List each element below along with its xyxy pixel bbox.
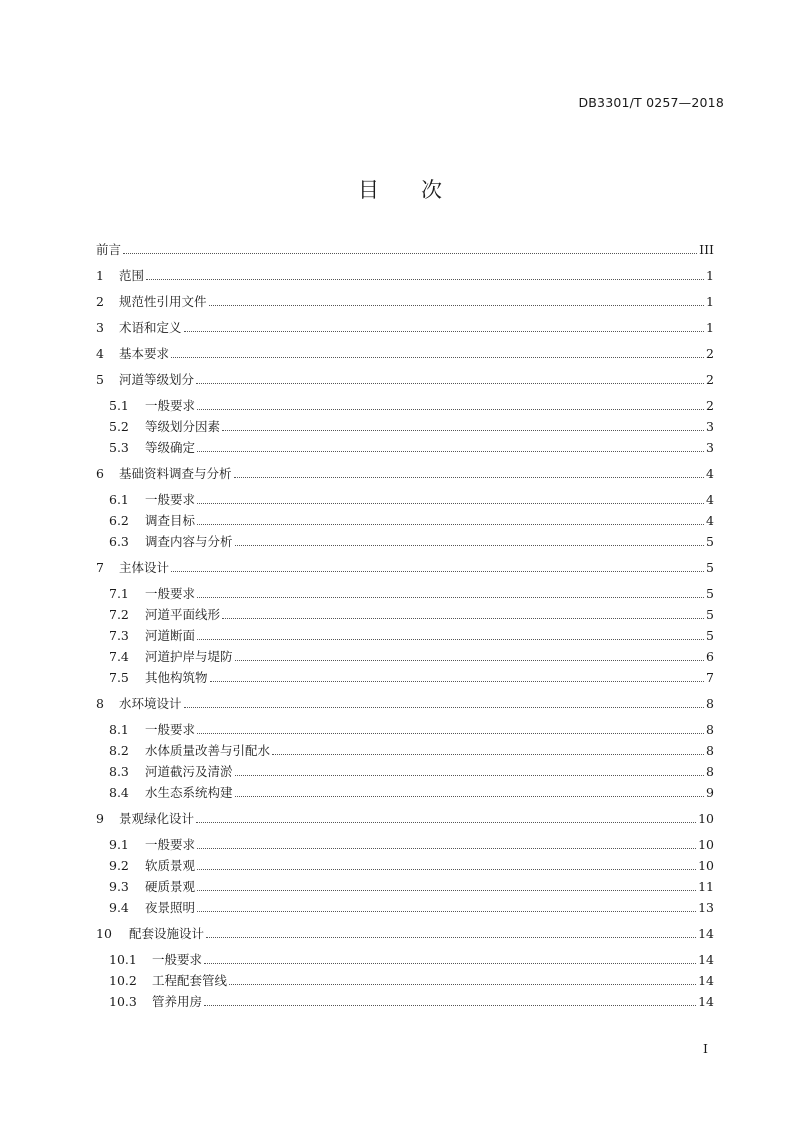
toc-entry-number: 6.2 [109,513,129,528]
toc-entry-label: 水环境设计 [119,696,182,711]
toc-entry-label: 河道平面线形 [145,607,221,622]
toc-entry-number: 6.3 [109,534,129,549]
document-code: DB3301/T 0257—2018 [578,95,724,110]
toc-entry-page: 6 [706,649,714,664]
toc-entry[interactable] [96,969,714,989]
toc-entry-page: 14 [698,952,714,967]
toc-entry-page: 14 [698,994,714,1009]
toc-dot-leader [204,1004,696,1006]
toc-entry[interactable] [96,530,714,550]
toc-title-char-2: 次 [421,178,442,202]
toc-dot-leader [197,638,704,640]
toc-entry-label: 河道截污及清淤 [145,764,233,779]
toc-entry-label: 调查内容与分析 [145,534,233,549]
toc-entry-label: 等级确定 [145,440,196,455]
toc-dot-leader [171,570,704,572]
toc-entry-label: 一般要求 [145,586,196,601]
toc-entry-number: 10 [96,926,112,941]
toc-entry[interactable] [96,582,714,602]
toc-dot-leader [210,680,705,682]
toc-entry-label: 水生态系统构建 [145,785,233,800]
toc-entry[interactable] [96,807,714,827]
toc-entry-label: 等级划分因素 [145,419,221,434]
toc-entry[interactable] [96,922,714,942]
toc-entry[interactable] [96,739,714,759]
toc-entry-label: 景观绿化设计 [119,811,195,826]
toc-dot-leader [197,523,704,525]
toc-entry-label: 河道断面 [145,628,196,643]
toc-entry[interactable] [96,342,714,362]
toc-dot-leader [146,278,704,280]
toc-entry-number: 7.1 [109,586,129,601]
toc-entry-page: 2 [706,398,714,413]
toc-entry-number: 7.3 [109,628,129,643]
toc-entry-number: 9.1 [109,837,129,852]
toc-dot-leader [209,304,705,306]
toc-entry-label: 硬质景观 [145,879,196,894]
toc-dot-leader [197,910,696,912]
toc-entry[interactable] [96,760,714,780]
toc-dot-leader [272,753,704,755]
toc-entry-number: 8.2 [109,743,129,758]
toc-entry[interactable] [96,415,714,435]
toc-dot-leader [197,889,696,891]
toc-entry-page: 7 [706,670,714,685]
toc-entry-label: 一般要求 [145,492,196,507]
toc-entry-label: 一般要求 [152,952,203,967]
toc-entry-page: 10 [698,837,714,852]
toc-entry-page: 13 [698,900,714,915]
toc-entry-number: 7.2 [109,607,129,622]
toc-entry[interactable] [96,948,714,968]
toc-entry-number: 6.1 [109,492,129,507]
toc-entry-label: 其他构筑物 [145,670,208,685]
toc-entry[interactable] [96,896,714,916]
toc-entry-page: 5 [706,607,714,622]
toc-entry[interactable] [96,556,714,576]
toc-entry-page: 5 [706,628,714,643]
toc-entry-page: 10 [698,811,714,826]
toc-entry-number: 1 [96,268,104,283]
toc-dot-leader [197,596,704,598]
toc-dot-leader [235,795,705,797]
toc-entry-page: III [699,242,714,257]
toc-entry-page: 4 [706,513,714,528]
toc-entry[interactable] [96,781,714,801]
toc-entry-page: 4 [706,492,714,507]
toc-dot-leader [235,774,705,776]
toc-dot-leader [197,408,704,410]
toc-entry-page: 1 [706,294,714,309]
toc-entry[interactable] [96,990,714,1010]
toc-dot-leader [197,450,704,452]
toc-entry-number: 5.2 [109,419,129,434]
toc-entry-number: 10.3 [109,994,137,1009]
toc-entry-label: 一般要求 [145,837,196,852]
toc-title [0,174,800,204]
toc-dot-leader [229,983,696,985]
toc-entry[interactable] [96,875,714,895]
toc-entry[interactable] [96,462,714,482]
toc-dot-leader [222,429,704,431]
toc-entry[interactable] [96,666,714,686]
toc-entry[interactable] [96,238,714,258]
toc-dot-leader [222,617,704,619]
toc-entry-page: 4 [706,466,714,481]
toc-dot-leader [197,502,704,504]
toc-entry-page: 5 [706,560,714,575]
toc-entry[interactable] [96,624,714,644]
toc-entry-number: 2 [96,294,104,309]
toc-entry-label: 基本要求 [119,346,170,361]
toc-dot-leader [171,356,704,358]
toc-entry-number: 8.3 [109,764,129,779]
toc-dot-leader [206,936,696,938]
toc-entry-page: 10 [698,858,714,873]
toc-entry[interactable] [96,603,714,623]
toc-entry-page: 3 [706,419,714,434]
toc-entry[interactable] [96,436,714,456]
toc-entry-label: 水体质量改善与引配水 [145,743,271,758]
toc-dot-leader [197,868,696,870]
toc-entry-page: 11 [698,879,714,894]
toc-entry-page: 9 [706,785,714,800]
toc-entry-number: 5 [96,372,104,387]
toc-entry-number: 3 [96,320,104,335]
toc-dot-leader [196,821,696,823]
toc-entry[interactable] [96,645,714,665]
toc-entry-number: 8.4 [109,785,129,800]
toc-dot-leader [196,382,704,384]
toc-entry-number: 9.4 [109,900,129,915]
toc-entry-label: 管养用房 [152,994,203,1009]
toc-entry-number: 9.2 [109,858,129,873]
toc-entry-label: 夜景照明 [145,900,196,915]
toc-entry[interactable] [96,316,714,336]
toc-entry-number: 4 [96,346,104,361]
toc-dot-leader [197,847,696,849]
toc-entry-number: 7.4 [109,649,129,664]
toc-entry-label: 范围 [119,268,145,283]
footer-page-number: I [703,1041,708,1056]
toc-entry-label: 调查目标 [145,513,196,528]
toc-entry-label: 河道护岸与堤防 [145,649,233,664]
toc-entry-label: 一般要求 [145,722,196,737]
toc-entry[interactable] [96,509,714,529]
toc-entry[interactable] [96,833,714,853]
toc-entry[interactable] [96,718,714,738]
toc-entry-number: 9.3 [109,879,129,894]
toc-dot-leader [234,476,705,478]
toc-entry-label: 主体设计 [119,560,170,575]
toc-entry-page: 14 [698,926,714,941]
toc-dot-leader [123,252,697,254]
toc-entry-page: 8 [706,722,714,737]
toc-entry[interactable] [96,290,714,310]
toc-entry[interactable] [96,368,714,388]
toc-entry-number: 8 [96,696,104,711]
toc-entry-page: 1 [706,268,714,283]
toc-title-char-1: 目 [358,178,379,202]
toc-entry[interactable] [96,692,714,712]
toc-dot-leader [204,962,696,964]
toc-entry-number: 6 [96,466,104,481]
toc-entry-label: 术语和定义 [119,320,182,335]
toc-entry-page: 2 [706,346,714,361]
toc-entry-page: 3 [706,440,714,455]
toc-entry-label: 前言 [96,242,122,257]
toc-entry-page: 14 [698,973,714,988]
toc-entry-page: 5 [706,534,714,549]
toc-entry-label: 基础资料调查与分析 [119,466,232,481]
toc-entry-page: 8 [706,764,714,779]
toc-entry-page: 2 [706,372,714,387]
toc-entry-number: 8.1 [109,722,129,737]
toc-entry-number: 7.5 [109,670,129,685]
toc-dot-leader [235,659,705,661]
toc-entry-number: 7 [96,560,104,575]
toc-entry-number: 10.2 [109,973,137,988]
toc-entry-number: 10.1 [109,952,137,967]
toc-entry-page: 5 [706,586,714,601]
toc-entry-label: 软质景观 [145,858,196,873]
toc-entry-page: 1 [706,320,714,335]
toc-entry-page: 8 [706,696,714,711]
toc-entry-page: 8 [706,743,714,758]
toc-dot-leader [184,330,705,332]
toc-dot-leader [235,544,705,546]
toc-entry-number: 5.1 [109,398,129,413]
toc-entry-label: 配套设施设计 [129,926,205,941]
toc-entry-label: 河道等级划分 [119,372,195,387]
toc-entry-label: 规范性引用文件 [119,294,207,309]
toc-entry-number: 5.3 [109,440,129,455]
toc-entry[interactable] [96,264,714,284]
toc-entry-label: 一般要求 [145,398,196,413]
toc-entry[interactable] [96,394,714,414]
toc-entry-label: 工程配套管线 [152,973,228,988]
toc-entry-number: 9 [96,811,104,826]
toc-entry[interactable] [96,854,714,874]
toc-dot-leader [197,732,704,734]
toc-entry[interactable] [96,488,714,508]
toc-dot-leader [184,706,705,708]
